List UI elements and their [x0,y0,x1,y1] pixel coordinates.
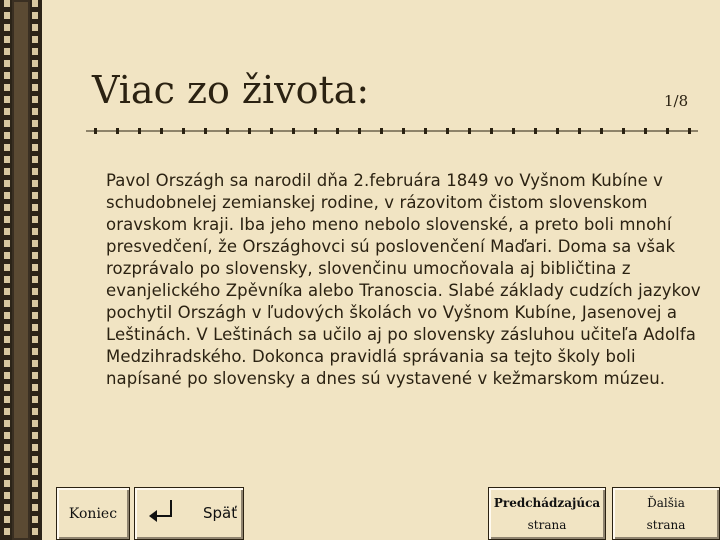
divider-dot [226,128,229,134]
divider-dot [358,128,361,134]
next-page-label-line2: strana [646,518,686,532]
divider-dot [424,128,427,134]
divider-dot [270,128,273,134]
divider-dot [204,128,207,134]
next-page-button[interactable] [612,487,720,540]
divider-dot [314,128,317,134]
divider-dot [160,128,163,134]
divider-dot [402,128,405,134]
divider-dot [292,128,295,134]
divider-dot [688,128,691,134]
end-button[interactable] [56,487,130,540]
divider-dot [644,128,647,134]
page-number: 1/8 [664,92,689,110]
divider-dot [380,128,383,134]
filmstrip-decoration [0,0,42,540]
title-divider [86,128,698,134]
divider-dot [622,128,625,134]
filmstrip-band [12,0,30,540]
divider-dot [138,128,141,134]
previous-page-button[interactable] [488,487,606,540]
divider-dot [468,128,471,134]
previous-page-label-line1: Predchádzajúca [493,496,601,510]
divider-dot [446,128,449,134]
divider-dot [336,128,339,134]
divider-dot [578,128,581,134]
divider-dot [94,128,97,134]
next-page-label-line1: Ďalšia [647,496,685,510]
previous-page-label-line2: strana [527,518,567,532]
divider-dot [490,128,493,134]
divider-dot [116,128,119,134]
end-button-label: Koniec [68,506,118,522]
slide-body-text: Pavol Országh sa narodil dňa 2.februára 1849 vo Vyšnom Kubíne v schudobnelej zemianskej rodine, v rázovitom čistom slovenskom oravskom kraji. Iba jeho meno nebolo slovenské, a preto boli mnohí presvedčení, že Országhovci sú poslovenčení Maďari. Doma sa však rozprávalo po slovensky, slovenčinu umocňovala aj bibličtina z evanjelického Zpěvníka alebo Tranoscia. Slabé základy cudzích jazykov pochytil Országh v ľudových školách vo Vyšnom Kubíne, Jasenovej a Leštinách. V Leštinách sa učilo aj po slovensky zásluhou učiteľa Adolfa Medzihradského. Dokonca pravidlá správania sa tejto školy boli napísané po slovensky a dnes sú vystavené v kežmarskom múzeu. [106,171,701,388]
divider-dot [512,128,515,134]
divider-dot [600,128,603,134]
divider-dot [556,128,559,134]
slide-title: Viac zo života: [92,68,370,112]
return-arrow-icon [145,496,179,530]
divider-dot [666,128,669,134]
divider-dot [248,128,251,134]
back-button[interactable] [134,487,244,540]
back-button-label: Späť [203,504,238,522]
divider-dot [534,128,537,134]
divider-dot [182,128,185,134]
